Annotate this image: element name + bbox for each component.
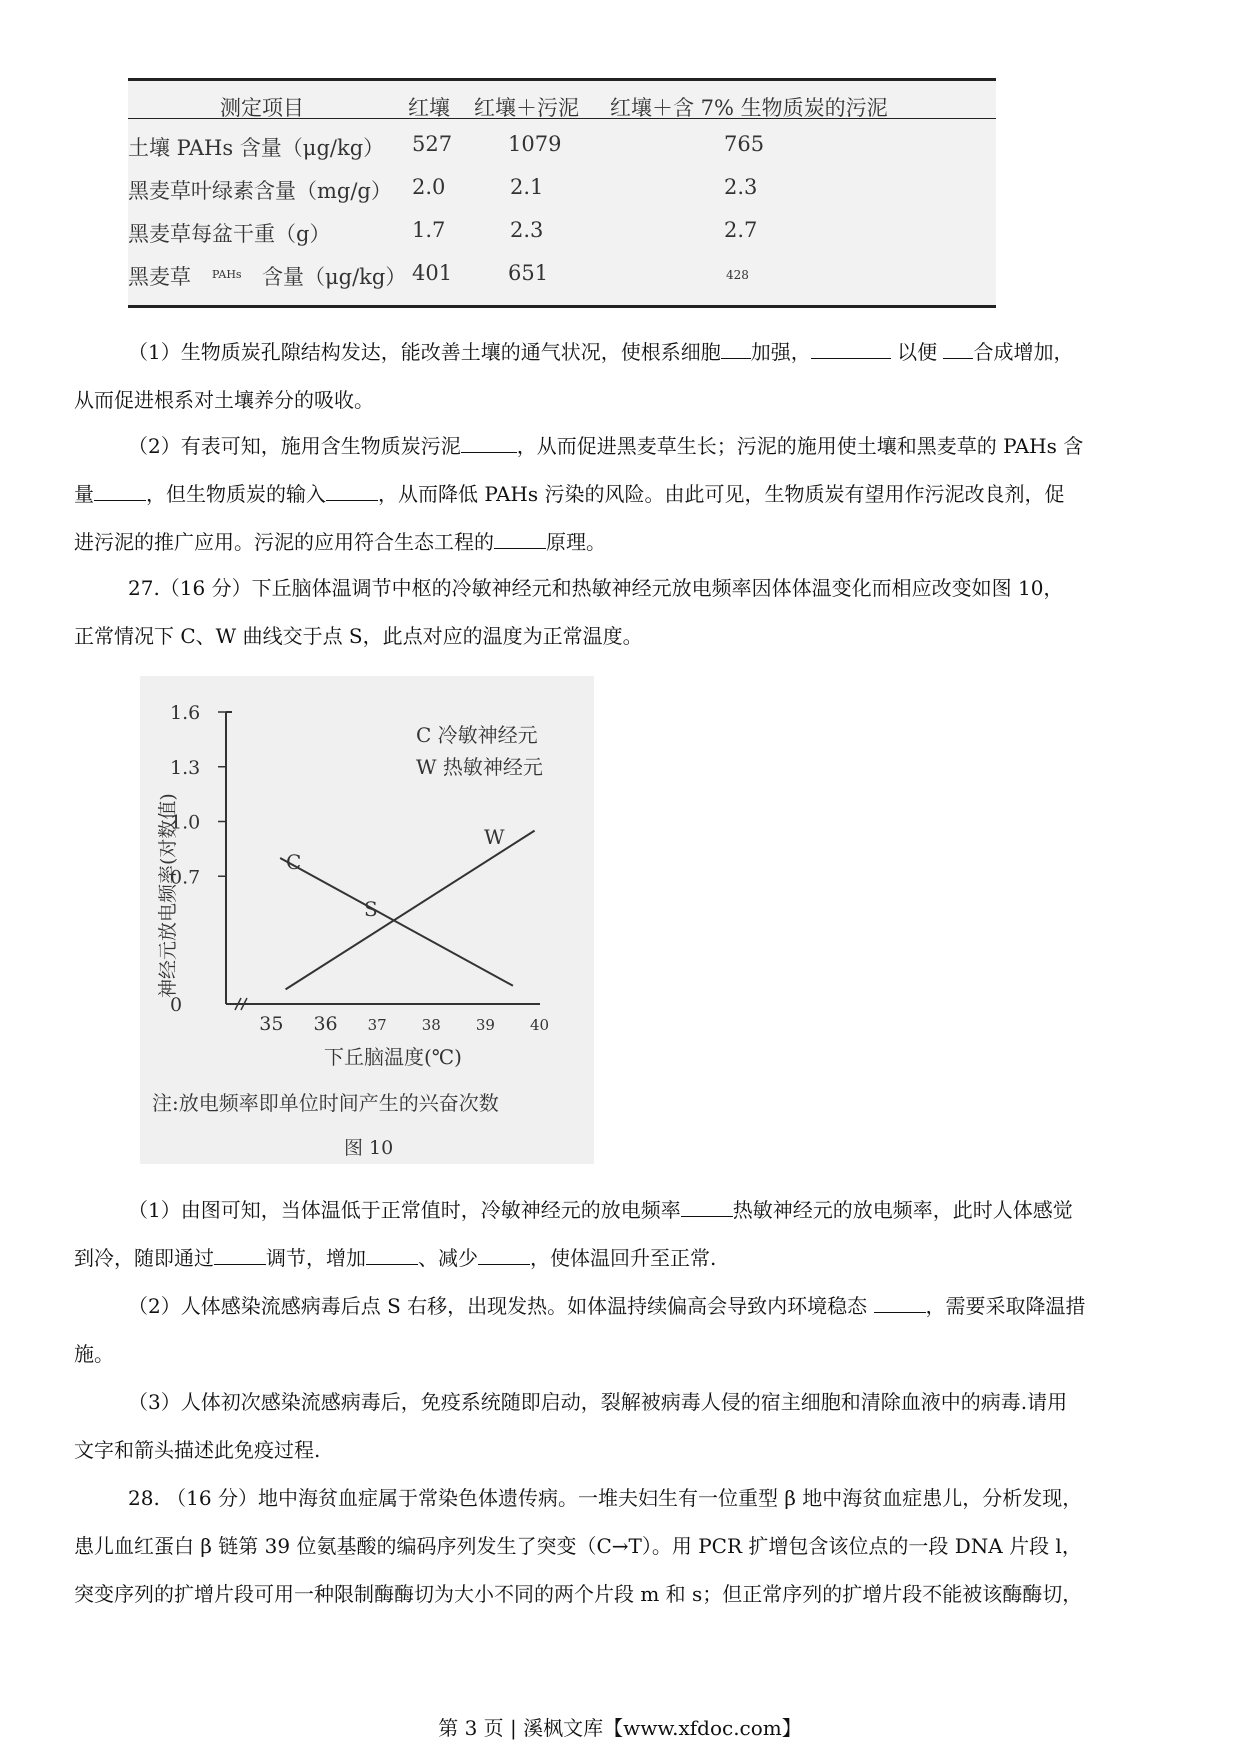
y-tick-label: 1.3 (170, 756, 201, 779)
x-tick-label: 36 (313, 1013, 338, 1035)
curve-label-c: C (286, 850, 302, 874)
text-span: （1）由图可知，当体温低于正常值时，冷敏神经元的放电频率 (128, 1198, 681, 1222)
answer-blank (681, 1198, 733, 1217)
answer-blank (874, 1294, 926, 1313)
legend-c: C 冷敏神经元 (416, 723, 538, 747)
x-tick-label: 37 (367, 1016, 387, 1034)
q26-part2-line1 (128, 434, 1228, 458)
intersection-label-s: S (364, 897, 378, 921)
text-span: ，需要采取降温措 (925, 1294, 1086, 1318)
table-header-soil-sludge: 红壤＋污泥 (474, 96, 579, 120)
y-tick-label: 1.0 (170, 811, 201, 834)
text-span: ，使体温回升至正常. (530, 1246, 717, 1270)
table-cell: 2.7 (724, 218, 758, 242)
q27-part2-line2: 施。 (74, 1342, 114, 1366)
text-span: 量 (74, 482, 94, 506)
table-top-rule (128, 78, 996, 81)
x-tick-label: 40 (530, 1016, 550, 1034)
q26-part2-line2 (74, 482, 1174, 506)
answer-blank (943, 340, 973, 359)
table-cell: 2.1 (510, 175, 544, 199)
text-span: 以便 (897, 340, 938, 364)
table-row-label-a: 黑麦草 (128, 265, 191, 289)
figure-note: 注:放电频率即单位时间产生的兴奋次数 (152, 1091, 499, 1115)
text-span: 合成增加， (973, 340, 1074, 364)
x-axis-label: 下丘脑温度(℃) (324, 1045, 462, 1069)
table-cell: 1.7 (412, 218, 446, 242)
answer-blank (461, 434, 517, 453)
text-span: （1）生物质炭孔隙结构发达，能改善土壤的通气状况，使根系细胞 (128, 340, 721, 364)
answer-blank (478, 1246, 530, 1265)
answer-blank (811, 340, 891, 359)
q28-line2: 患儿血红蛋白 β 链第 39 位氨基酸的编码序列发生了突变（C→T）。用 PCR 扩增包含该位点的一段 DNA 片段 l， (74, 1534, 1082, 1558)
table-row-label-b: PAHs (212, 268, 242, 281)
text-span: ，但生物质炭的输入 (146, 482, 326, 506)
table-cell: 765 (724, 132, 765, 156)
answer-blank (326, 482, 378, 501)
text-span: ，从而促进黑麦草生长；污泥的施用使土壤和黑麦草的 PAHs 含 (516, 434, 1084, 458)
text-span: 调节，增加 (266, 1246, 366, 1270)
table-cell: 1079 (508, 132, 562, 156)
answer-blank (214, 1246, 266, 1265)
q27-part1-line1 (128, 1198, 1228, 1222)
text-span: ，从而降低 PAHs 污染的风险。由此可见，生物质炭有望用作污泥改良剂，促 (378, 482, 1065, 506)
page-footer: 第 3 页 | 溪枫文库【www.xfdoc.com】 (438, 1716, 802, 1740)
answer-blank (494, 530, 546, 549)
table-cell: 401 (412, 261, 453, 285)
table-row-label-c: 含量（μg/kg） (262, 265, 407, 289)
q27-part3-line2: 文字和箭头描述此免疫过程. (74, 1438, 321, 1462)
table-cell: 2.3 (510, 218, 544, 242)
figure-caption: 图 10 (344, 1137, 394, 1159)
y-tick-label: 0 (170, 994, 183, 1016)
figure-10-chart (140, 676, 594, 1164)
c-cold-sensitive-curve (280, 858, 513, 986)
y-axis-label: 神经元放电频率(对数值) (157, 793, 179, 998)
text-span: 进污泥的推广应用。污泥的应用符合生态工程的 (74, 530, 494, 554)
w-heat-sensitive-curve (286, 831, 535, 990)
q27-part3-line1: （3）人体初次感染流感病毒后，免疫系统随即启动，裂解被病毒人侵的宿主细胞和清除血液中的病毒.请用 (128, 1390, 1068, 1414)
table-header-soil-biochar-sludge: 红壤＋含 7% 生物质炭的污泥 (610, 96, 888, 120)
table-header-item: 测定项目 (220, 96, 304, 120)
q27-part2-line1 (128, 1294, 1228, 1318)
table-cell: 2.0 (412, 175, 446, 199)
q27-part1-line2 (74, 1246, 1174, 1270)
q26-part2-line3 (74, 530, 1174, 554)
figure-10 (140, 676, 594, 1164)
x-tick-label: 35 (259, 1013, 284, 1035)
table-cell: 527 (412, 132, 453, 156)
answer-blank (721, 340, 751, 359)
data-table (128, 78, 996, 308)
text-span: （2）有表可知，施用含生物质炭污泥 (128, 434, 461, 458)
q27-intro-line2: 正常情况下 C、W 曲线交于点 S，此点对应的温度为正常温度。 (74, 624, 643, 648)
table-bottom-rule (128, 305, 996, 308)
text-span: 加强， (750, 340, 811, 364)
q26-part1-line1 (128, 340, 1228, 364)
table-cell: 651 (508, 261, 549, 285)
text-span: （2）人体感染流感病毒后点 S 右移，出现发热。如体温持续偏高会导致内环境稳态 (128, 1294, 868, 1318)
x-tick-label: 38 (421, 1016, 441, 1034)
answer-blank (366, 1246, 418, 1265)
table-row-label: 土壤 PAHs 含量（μg/kg） (128, 136, 385, 160)
table-cell: 2.3 (724, 175, 758, 199)
q28-line1: 28. （16 分）地中海贫血症属于常染色体遗传病。一堆夫妇生有一位重型 β 地中海贫血症患儿，分析发现， (128, 1486, 1083, 1510)
y-tick-label: 0.7 (170, 866, 201, 889)
q26-part1-line2: 从而促进根系对土壤养分的吸收。 (74, 388, 374, 412)
q27-intro-line1: 27.（16 分）下丘脑体温调节中枢的冷敏神经元和热敏神经元放电频率因体体温变化而相应改变如图 10， (128, 576, 1064, 600)
curve-label-w: W (484, 825, 505, 849)
q28-line3: 突变序列的扩增片段可用一种限制酶酶切为大小不同的两个片段 m 和 s；但正常序列的扩增片段不能被该酶酶切， (74, 1582, 1083, 1606)
legend-w: W 热敏神经元 (416, 755, 543, 779)
table-row-label: 黑麦草叶绿素含量（mg/g） (128, 179, 392, 203)
text-span: 、减少 (418, 1246, 478, 1270)
text-span: 热敏神经元的放电频率，此时人体感觉 (732, 1198, 1073, 1222)
y-tick-label: 1.6 (170, 702, 201, 724)
table-cell: 428 (726, 268, 749, 282)
table-header-red-soil: 红壤 (408, 96, 450, 120)
text-span: 到冷，随即通过 (74, 1246, 214, 1270)
text-span: 原理。 (546, 530, 606, 554)
x-tick-label: 39 (475, 1016, 495, 1034)
table-row-label: 黑麦草每盆干重（g） (128, 222, 331, 246)
answer-blank (94, 482, 146, 501)
